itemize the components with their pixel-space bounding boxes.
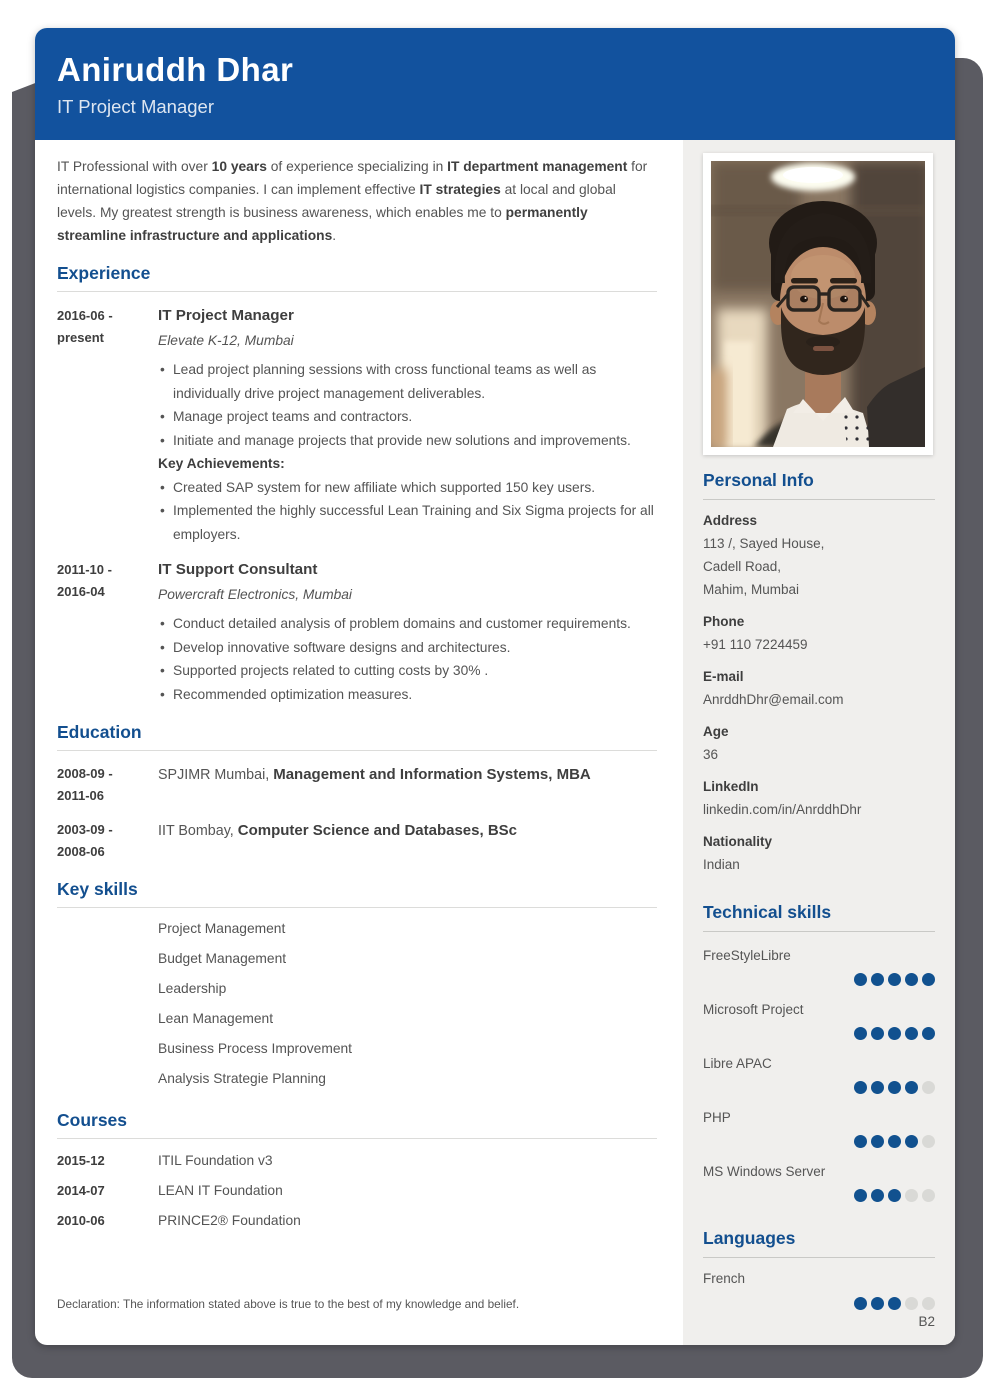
education-degree: Management and Information Systems, MBA: [273, 766, 591, 783]
summary-bold-text: IT department management: [447, 159, 628, 174]
entry-job-title: IT Project Manager: [158, 307, 294, 324]
rating-dot-filled: [888, 1297, 901, 1310]
technical-skill: [703, 1055, 935, 1094]
personal-info-label: Phone: [703, 614, 745, 629]
courses-list: [57, 1146, 657, 1236]
achievements-label: Key Achievements:: [158, 456, 285, 471]
technical-skill-name: Libre APAC: [703, 1056, 772, 1071]
bullet-item: • Recommended optimization measures.: [158, 683, 657, 707]
course-name: LEAN IT Foundation: [158, 1183, 283, 1198]
entry-body: [158, 559, 657, 706]
section-heading-experience: Experience: [57, 263, 657, 292]
rating-dot-filled: [871, 1081, 884, 1094]
entry-date-line: 2011-10 -: [57, 562, 112, 577]
candidate-name: Aniruddh Dhar: [57, 51, 294, 88]
personal-info-value: Indian: [703, 857, 740, 872]
personal-info-label: E-mail: [703, 669, 744, 684]
entry-body: [158, 305, 657, 546]
rating-dot-filled: [854, 973, 867, 986]
personal-info-label: LinkedIn: [703, 779, 759, 794]
summary-text: at local and global levels. My greatest strength is business awareness, which enables me to: [57, 182, 616, 220]
rating-dot-filled: [888, 1135, 901, 1148]
rating-dot-filled: [905, 1027, 918, 1040]
personal-info-group: [703, 610, 935, 656]
entry-date-line: 2003-09 -: [57, 822, 113, 837]
key-skill-item: Business Process Improvement: [158, 1041, 352, 1056]
entry-company: Elevate K-12, Mumbai: [158, 333, 294, 348]
experience-entry: [57, 559, 657, 706]
rating-dot-filled: [905, 1081, 918, 1094]
skill-dot-rating: [703, 1027, 935, 1040]
entry-bullets: [158, 612, 657, 706]
summary-bold-text: IT strategies: [419, 182, 501, 197]
entry-dates: [57, 763, 158, 807]
rating-dot-filled: [854, 1081, 867, 1094]
rating-dot-filled: [854, 1027, 867, 1040]
course-name: ITIL Foundation v3: [158, 1153, 273, 1168]
education-entries: [57, 763, 657, 863]
course-date: 2014-07: [57, 1183, 105, 1198]
key-skill-item: Analysis Strategie Planning: [158, 1071, 326, 1086]
skill-dot-rating: [703, 1297, 935, 1310]
entry-company: Powercraft Electronics, Mumbai: [158, 587, 352, 602]
bullet-item: • Supported projects related to cutting costs by 30% .: [158, 659, 657, 683]
key-skill-item: Project Management: [158, 921, 286, 936]
candidate-job-title: IT Project Manager: [57, 96, 214, 117]
rating-dot-empty: [922, 1189, 935, 1202]
summary-text: IT Professional with over: [57, 159, 212, 174]
declaration-text: Declaration: The information stated above is true to the best of my knowledge and belief.: [57, 1297, 520, 1311]
rating-dot-filled: [905, 973, 918, 986]
personal-info-group: [703, 720, 935, 766]
rating-dot-filled: [854, 1189, 867, 1202]
section-heading-education: Education: [57, 722, 657, 751]
technical-skill-name: Microsoft Project: [703, 1002, 804, 1017]
bullet-item: • Conduct detailed analysis of problem domains and customer requirements.: [158, 612, 657, 636]
summary-text: for international logistics companies. I can implement effective: [57, 159, 648, 197]
summary-paragraph: [57, 155, 657, 247]
languages-list: [703, 1270, 935, 1329]
bullet-item: • Created SAP system for new affiliate which supported 150 key users.: [158, 476, 657, 500]
sidebar-column: [683, 140, 955, 1345]
technical-skills-list: [703, 947, 935, 1202]
bullet-item: • Manage project teams and contractors.: [158, 405, 657, 429]
summary-bold-text: permanently streamline infrastructure and applications: [57, 205, 588, 243]
education-degree: Computer Science and Databases, BSc: [237, 822, 517, 839]
technical-skill-name: FreeStyleLibre: [703, 948, 791, 963]
rating-dot-filled: [888, 973, 901, 986]
personal-info-value: 36: [703, 747, 719, 762]
main-column: [35, 140, 683, 1345]
resume-page: [35, 28, 955, 1345]
personal-info-group: [703, 665, 935, 711]
entry-dates: [57, 819, 158, 863]
technical-skill: [703, 1163, 935, 1202]
rating-dot-filled: [871, 1297, 884, 1310]
skill-dot-rating: [703, 1135, 935, 1148]
rating-dot-filled: [871, 1027, 884, 1040]
entry-date-line: 2008-09 -: [57, 766, 113, 781]
education-text: [158, 819, 517, 863]
rating-dot-empty: [922, 1135, 935, 1148]
experience-entries: [57, 305, 657, 706]
key-skill-item: Budget Management: [158, 951, 287, 966]
section-heading-courses: Courses: [57, 1110, 657, 1139]
language-name: French: [703, 1271, 746, 1286]
bullet-item: • Lead project planning sessions with cross functional teams as well as individually drive project management deliverables.: [158, 358, 657, 405]
section-heading-personal-info: Personal Info: [703, 470, 935, 500]
education-entry: [57, 819, 657, 863]
entry-date-line: 2016-04: [57, 584, 105, 599]
education-school: SPJIMR Mumbai,: [158, 767, 274, 783]
bullet-item: • Implemented the highly successful Lean Training and Six Sigma projects for all employers.: [158, 499, 657, 546]
personal-info-value: 113 /, Sayed House,: [703, 536, 825, 551]
rating-dot-filled: [871, 973, 884, 986]
page-body: [35, 140, 955, 1345]
technical-skill: [703, 1109, 935, 1148]
personal-info-group: [703, 509, 935, 601]
technical-skill: [703, 947, 935, 986]
education-text: [158, 763, 591, 807]
rating-dot-filled: [922, 973, 935, 986]
section-heading-languages: Languages: [703, 1228, 935, 1258]
section-heading-key-skills: Key skills: [57, 879, 657, 908]
personal-info-label: Age: [703, 724, 729, 739]
key-skill-item: Lean Management: [158, 1011, 274, 1026]
summary-text: of experience specializing in: [266, 159, 448, 174]
technical-skill-name: MS Windows Server: [703, 1164, 826, 1179]
rating-dot-filled: [854, 1135, 867, 1148]
entry-date-line: 2008-06: [57, 844, 105, 859]
bullet-item: • Initiate and manage projects that provide new solutions and improvements.: [158, 429, 657, 453]
language-entry: [703, 1270, 935, 1329]
key-skill-item: Leadership: [158, 981, 227, 996]
section-heading-technical-skills: Technical skills: [703, 902, 935, 932]
profile-photo: [711, 161, 925, 447]
technical-skill-name: PHP: [703, 1110, 731, 1125]
personal-info-value: +91 110 7224459: [703, 637, 808, 652]
personal-info-group: [703, 830, 935, 876]
personal-info-group: [703, 775, 935, 821]
entry-job-title: IT Support Consultant: [158, 561, 318, 578]
skill-dot-rating: [703, 1189, 935, 1202]
technical-skill: [703, 1001, 935, 1040]
rating-dot-filled: [888, 1027, 901, 1040]
course-row: [57, 1176, 657, 1206]
language-level: B2: [918, 1314, 935, 1329]
rating-dot-empty: [922, 1081, 935, 1094]
header-band: [35, 28, 955, 140]
rating-dot-filled: [854, 1297, 867, 1310]
bullet-item: • Develop innovative software designs and architectures.: [158, 636, 657, 660]
rating-dot-filled: [905, 1135, 918, 1148]
rating-dot-filled: [871, 1189, 884, 1202]
entry-bullets: [158, 358, 657, 546]
rating-dot-empty: [905, 1189, 918, 1202]
skill-dot-rating: [703, 1081, 935, 1094]
personal-info-label: Address: [703, 513, 758, 528]
personal-info-value: Cadell Road,: [703, 559, 782, 574]
entry-date-line: present: [57, 330, 104, 345]
course-row: [57, 1146, 657, 1176]
entry-dates: [57, 305, 158, 546]
personal-info-list: [703, 509, 935, 876]
rating-dot-filled: [888, 1189, 901, 1202]
rating-dot-empty: [922, 1297, 935, 1310]
course-name: PRINCE2® Foundation: [158, 1213, 301, 1228]
skill-dot-rating: [703, 973, 935, 986]
personal-info-value: Mahim, Mumbai: [703, 582, 800, 597]
education-school: IIT Bombay,: [158, 823, 238, 839]
personal-info-value: AnrddhDhr@email.com: [703, 692, 844, 707]
course-date: 2015-12: [57, 1153, 105, 1168]
key-skills-list: [57, 914, 657, 1094]
profile-photo-frame: [703, 153, 933, 455]
summary-text: .: [332, 228, 337, 243]
entry-date-line: 2016-06 -: [57, 308, 113, 323]
course-row: [57, 1206, 657, 1236]
course-date: 2010-06: [57, 1213, 105, 1228]
entry-date-line: 2011-06: [57, 788, 104, 803]
experience-entry: [57, 305, 657, 546]
personal-info-label: Nationality: [703, 834, 773, 849]
education-entry: [57, 763, 657, 807]
rating-dot-filled: [888, 1081, 901, 1094]
summary-bold-text: 10 years: [211, 159, 267, 174]
personal-info-value: linkedin.com/in/AnrddhDhr: [703, 802, 862, 817]
rating-dot-filled: [922, 1027, 935, 1040]
rating-dot-filled: [871, 1135, 884, 1148]
entry-dates: [57, 559, 158, 706]
rating-dot-empty: [905, 1297, 918, 1310]
